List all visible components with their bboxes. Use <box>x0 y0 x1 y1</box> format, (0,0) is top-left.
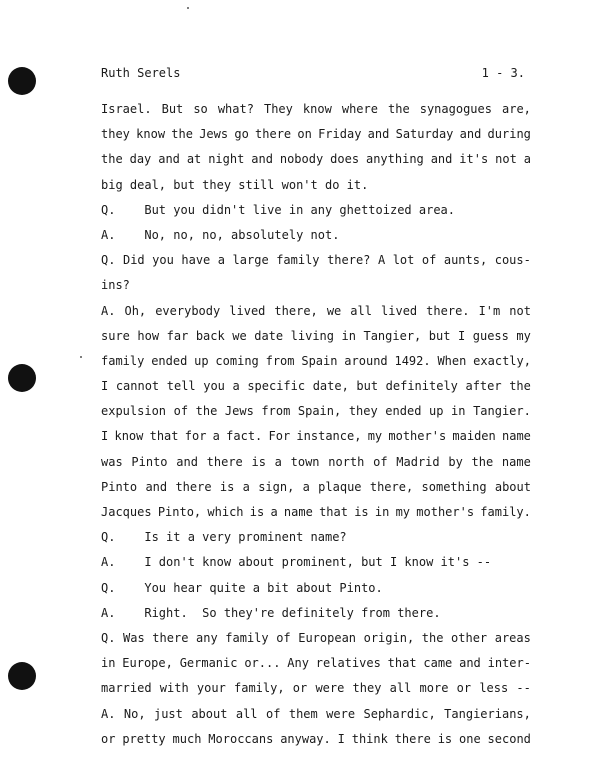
transcript-word: family. <box>480 505 531 519</box>
transcript-word: Q. <box>101 253 116 268</box>
transcript-word: sure <box>101 328 130 343</box>
transcript-word: a <box>270 505 278 519</box>
transcript-word: exactly, <box>473 353 531 368</box>
transcript-word: were <box>326 706 356 721</box>
transcript-word: that <box>319 505 348 519</box>
transcript-word: think <box>351 731 388 746</box>
transcript-word: is <box>437 731 453 746</box>
transcript-word: ended <box>385 404 422 419</box>
transcript-line <box>101 651 531 676</box>
transcript-word: areas <box>494 630 531 645</box>
transcript-word: Germanic <box>179 656 238 671</box>
transcript-word: there, <box>274 303 318 318</box>
transcript-word: I <box>337 731 345 746</box>
transcript-word: They <box>263 102 293 116</box>
transcript-word: Tangierians, <box>444 706 531 721</box>
transcript-word: by <box>448 454 463 469</box>
transcript-word: that <box>149 429 179 444</box>
transcript-word: family <box>101 353 145 368</box>
transcript-word: Oh, <box>124 303 147 318</box>
transcript-word: how <box>137 328 160 343</box>
transcript-word: and <box>176 454 198 469</box>
transcript-word: so <box>193 102 208 116</box>
transcript-line <box>101 626 531 651</box>
transcript-word: name <box>501 454 531 469</box>
transcript-word: Tangier, <box>363 328 422 343</box>
transcript-word: during <box>487 127 531 142</box>
transcript-line <box>101 223 531 248</box>
transcript-word: married <box>101 681 152 696</box>
transcript-word: European <box>298 630 357 645</box>
transcript-word: the <box>509 379 531 394</box>
transcript-word: does <box>330 152 360 167</box>
transcript-word: family <box>225 630 269 645</box>
transcript-word: with <box>159 681 189 696</box>
transcript-line <box>101 475 531 500</box>
transcript-word: is <box>249 505 265 519</box>
transcript-word: Spain, <box>297 404 342 419</box>
transcript-word: have <box>181 253 211 268</box>
transcript-word: much <box>172 731 202 746</box>
transcript-word: pretty <box>122 731 166 746</box>
punch-hole-bottom <box>8 662 36 690</box>
transcript-word: go <box>234 127 249 142</box>
transcript-word: Pinto <box>101 479 138 494</box>
transcript-word: Friday <box>318 127 362 142</box>
transcript-word: guess <box>472 328 509 343</box>
transcript-line <box>101 550 531 575</box>
transcript-body <box>101 97 531 752</box>
transcript-word: or <box>101 731 116 746</box>
transcript-word: lived <box>381 303 418 318</box>
transcript-word: No, <box>123 706 146 721</box>
transcript-word: or <box>456 681 472 696</box>
transcript-text: Q. Is it a very prominent name? <box>101 530 347 545</box>
transcript-line <box>101 374 531 399</box>
transcript-word: night <box>208 152 245 167</box>
transcript-word: but <box>356 379 379 394</box>
transcript-word: there <box>175 479 212 494</box>
transcript-word: far <box>166 328 189 343</box>
transcript-word: less <box>479 681 509 696</box>
transcript-word: that <box>387 656 417 671</box>
interviewee-name: Ruth Serels <box>101 66 181 80</box>
transcript-word: Pinto, <box>157 505 202 519</box>
transcript-line <box>101 576 531 601</box>
transcript-word: which <box>207 505 244 519</box>
transcript-line <box>101 525 531 550</box>
transcript-line <box>101 173 531 198</box>
transcript-word: in <box>374 505 390 519</box>
transcript-word: back <box>195 328 225 343</box>
transcript-word: there, <box>369 479 414 494</box>
transcript-word: were <box>315 681 345 696</box>
transcript-word: A. <box>101 303 116 318</box>
transcript-word: When <box>437 353 467 368</box>
transcript-word: nobody <box>279 152 324 167</box>
transcript-word: mother's <box>388 429 447 444</box>
transcript-word: relatives <box>315 656 381 671</box>
transcript-word: and <box>367 127 390 142</box>
transcript-line <box>101 424 531 449</box>
transcript-word: came <box>423 656 453 671</box>
transcript-word: of <box>265 706 281 721</box>
transcript-word: them <box>288 706 318 721</box>
transcript-word: inter- <box>487 656 531 671</box>
transcript-text: A. I don't know about prominent, but I know it's -- <box>101 555 492 570</box>
transcript-word: Tangier. <box>473 404 531 419</box>
transcript-line <box>101 198 531 223</box>
transcript-word: just <box>153 706 183 721</box>
transcript-word: and <box>459 656 481 671</box>
transcript-line <box>101 399 531 424</box>
transcript-word: aunts, <box>443 253 488 268</box>
transcript-word: definitely <box>385 379 458 394</box>
transcript-word: after <box>465 379 502 394</box>
transcript-word: there <box>152 630 189 645</box>
transcript-word: there <box>394 731 431 746</box>
page-header <box>101 66 525 80</box>
transcript-word: name <box>502 429 531 444</box>
transcript-word: know <box>302 102 332 116</box>
transcript-line <box>101 147 531 172</box>
transcript-word: ended <box>151 353 188 368</box>
transcript-word: everybody <box>155 303 221 318</box>
transcript-text: ins? <box>101 278 130 293</box>
scan-speck <box>80 356 82 358</box>
transcript-word: any <box>196 630 218 645</box>
transcript-word: my <box>516 328 531 343</box>
transcript-word: plaque <box>318 479 362 494</box>
transcript-word: cous- <box>494 253 531 268</box>
transcript-word: more <box>419 681 449 696</box>
transcript-word: date, <box>312 379 349 394</box>
transcript-word: Europe, <box>122 656 173 671</box>
transcript-word: family, <box>234 681 285 696</box>
transcript-word: of <box>173 404 189 419</box>
transcript-word: was <box>101 454 123 469</box>
transcript-word: anything <box>365 152 424 167</box>
transcript-word: I <box>101 429 109 444</box>
transcript-word: Jews <box>199 127 229 142</box>
transcript-word: know <box>136 127 166 142</box>
transcript-word: Jacques <box>101 505 152 519</box>
transcript-word: is <box>354 505 369 519</box>
transcript-word: Madrid <box>396 454 440 469</box>
transcript-word: of <box>276 630 291 645</box>
transcript-word: specific <box>247 379 306 394</box>
transcript-word: from <box>261 404 291 419</box>
transcript-text: A. Right. So they're definitely from there. <box>101 605 441 620</box>
transcript-word: the <box>101 152 123 167</box>
transcript-word: I'm <box>478 303 501 318</box>
transcript-line <box>101 727 531 752</box>
transcript-word: and <box>430 152 453 167</box>
transcript-text: Q. You hear quite a bit about Pinto. <box>101 580 383 595</box>
transcript-word: all <box>350 303 372 318</box>
transcript-word: up <box>429 404 444 419</box>
transcript-word: maiden <box>452 429 496 444</box>
transcript-word: they <box>352 681 382 696</box>
transcript-word: for <box>184 429 207 444</box>
transcript-word: lived <box>229 303 266 318</box>
transcript-word: Pinto <box>131 454 168 469</box>
transcript-word: A. <box>101 706 116 721</box>
transcript-word: and <box>158 152 180 167</box>
transcript-word: a <box>232 379 240 394</box>
transcript-line <box>101 500 531 525</box>
transcript-word: lot <box>392 253 415 268</box>
transcript-word: the <box>195 404 218 419</box>
transcript-word: where <box>341 102 378 116</box>
transcript-word: the <box>421 630 444 645</box>
transcript-word: a <box>217 253 226 268</box>
transcript-word: Did <box>122 253 145 268</box>
transcript-word: there? <box>327 253 371 268</box>
transcript-word: 1492. <box>394 353 431 368</box>
transcript-word: Jews <box>224 404 254 419</box>
transcript-word: something <box>421 479 487 494</box>
scan-speck <box>187 7 189 9</box>
transcript-word: not <box>509 303 531 318</box>
transcript-word: date <box>254 328 284 343</box>
transcript-word: what? <box>217 102 254 116</box>
transcript-word: Q. <box>101 630 116 645</box>
transcript-word: mother's <box>416 505 475 519</box>
transcript-word: or... <box>244 656 281 671</box>
transcript-word: know <box>114 429 144 444</box>
transcript-line <box>101 676 531 701</box>
transcript-word: in <box>451 404 466 419</box>
transcript-word: a <box>523 152 531 167</box>
transcript-word: are, <box>502 102 531 116</box>
transcript-word: town <box>290 454 320 469</box>
transcript-word: they <box>101 127 130 142</box>
transcript-word: of <box>421 253 437 268</box>
transcript-word: I <box>101 379 109 394</box>
punch-hole-middle <box>8 364 36 392</box>
transcript-word: or <box>292 681 308 696</box>
transcript-word: you <box>203 379 225 394</box>
transcript-word: one <box>459 731 481 746</box>
transcript-word: and <box>251 152 273 167</box>
transcript-word: second <box>487 731 531 746</box>
transcript-word: all <box>389 681 412 696</box>
transcript-text: big deal, but they still won't do it. <box>101 177 369 192</box>
transcript-word: at <box>186 152 202 167</box>
transcript-word: sign, <box>258 479 295 494</box>
transcript-word: a <box>212 429 220 444</box>
transcript-word: the <box>471 454 494 469</box>
transcript-line <box>101 349 531 374</box>
transcript-word: Saturday <box>395 127 454 142</box>
transcript-word: up <box>194 353 209 368</box>
transcript-word: is <box>251 454 266 469</box>
punch-hole-top <box>8 67 36 95</box>
transcript-word: you <box>152 253 174 268</box>
transcript-word: on <box>297 127 312 142</box>
transcript-word: and <box>145 479 168 494</box>
transcript-line <box>101 273 531 298</box>
transcript-word: is <box>219 479 235 494</box>
transcript-word: fact. <box>226 429 263 444</box>
transcript-word: Israel. <box>101 102 152 116</box>
transcript-word: I <box>458 328 466 343</box>
transcript-word: origin, <box>363 630 415 645</box>
page-number: 1 - 3. <box>481 66 525 80</box>
transcript-word: a <box>274 454 282 469</box>
transcript-word: there <box>206 454 243 469</box>
transcript-word: anyway. <box>280 731 331 746</box>
transcript-word: my <box>367 429 383 444</box>
transcript-word: they <box>348 404 378 419</box>
transcript-word: other <box>451 630 488 645</box>
transcript-word: my <box>395 505 411 519</box>
transcript-word: in <box>101 656 116 671</box>
transcript-word: a <box>302 479 310 494</box>
transcript-word: tell <box>166 379 196 394</box>
transcript-word: it's <box>459 152 489 167</box>
transcript-word: day <box>129 152 152 167</box>
transcript-word: around <box>344 353 388 368</box>
transcript-word: not <box>495 152 517 167</box>
transcript-word: cannot <box>115 379 160 394</box>
transcript-word: coming <box>215 353 259 368</box>
transcript-word: we <box>326 303 342 318</box>
transcript-word: A <box>377 253 386 268</box>
transcript-line <box>101 450 531 475</box>
transcript-word: But <box>161 102 184 116</box>
transcript-text: Q. But you didn't live in any ghettoized area. <box>101 202 456 217</box>
transcript-word: large <box>232 253 269 268</box>
transcript-word: there. <box>426 303 470 318</box>
transcript-word: and <box>459 127 482 142</box>
transcript-word: -- <box>516 681 531 696</box>
transcript-word: living <box>290 328 334 343</box>
transcript-word: the <box>171 127 193 142</box>
transcript-line <box>101 702 531 727</box>
transcript-line <box>101 299 531 324</box>
transcript-word: your <box>196 681 226 696</box>
transcript-word: a <box>242 479 250 494</box>
transcript-word: instance, <box>296 429 362 444</box>
transcript-line <box>101 324 531 349</box>
transcript-word: about <box>494 479 531 494</box>
transcript-word: Any <box>287 656 309 671</box>
transcript-word: name <box>283 505 313 519</box>
transcript-word: Sephardic, <box>363 706 436 721</box>
transcript-word: the <box>388 102 410 116</box>
transcript-text: A. No, no, no, absolutely not. <box>101 227 340 242</box>
transcript-word: For <box>268 429 291 444</box>
transcript-word: all <box>235 706 258 721</box>
transcript-word: Was <box>123 630 145 645</box>
transcript-word: synagogues <box>419 102 492 116</box>
transcript-word: about <box>191 706 228 721</box>
transcript-line <box>101 122 531 147</box>
transcript-line <box>101 97 531 122</box>
transcript-word: Moroccans <box>208 731 274 746</box>
transcript-word: but <box>428 328 451 343</box>
transcript-line <box>101 248 531 273</box>
transcript-word: expulsion <box>101 404 167 419</box>
transcript-word: of <box>373 454 388 469</box>
transcript-word: Spain <box>301 353 338 368</box>
transcript-word: there <box>255 127 292 142</box>
transcript-word: family <box>276 253 320 268</box>
transcript-word: from <box>265 353 295 368</box>
transcript-line <box>101 601 531 626</box>
transcript-word: we <box>232 328 247 343</box>
transcript-word: in <box>341 328 356 343</box>
transcript-word: north <box>328 454 365 469</box>
